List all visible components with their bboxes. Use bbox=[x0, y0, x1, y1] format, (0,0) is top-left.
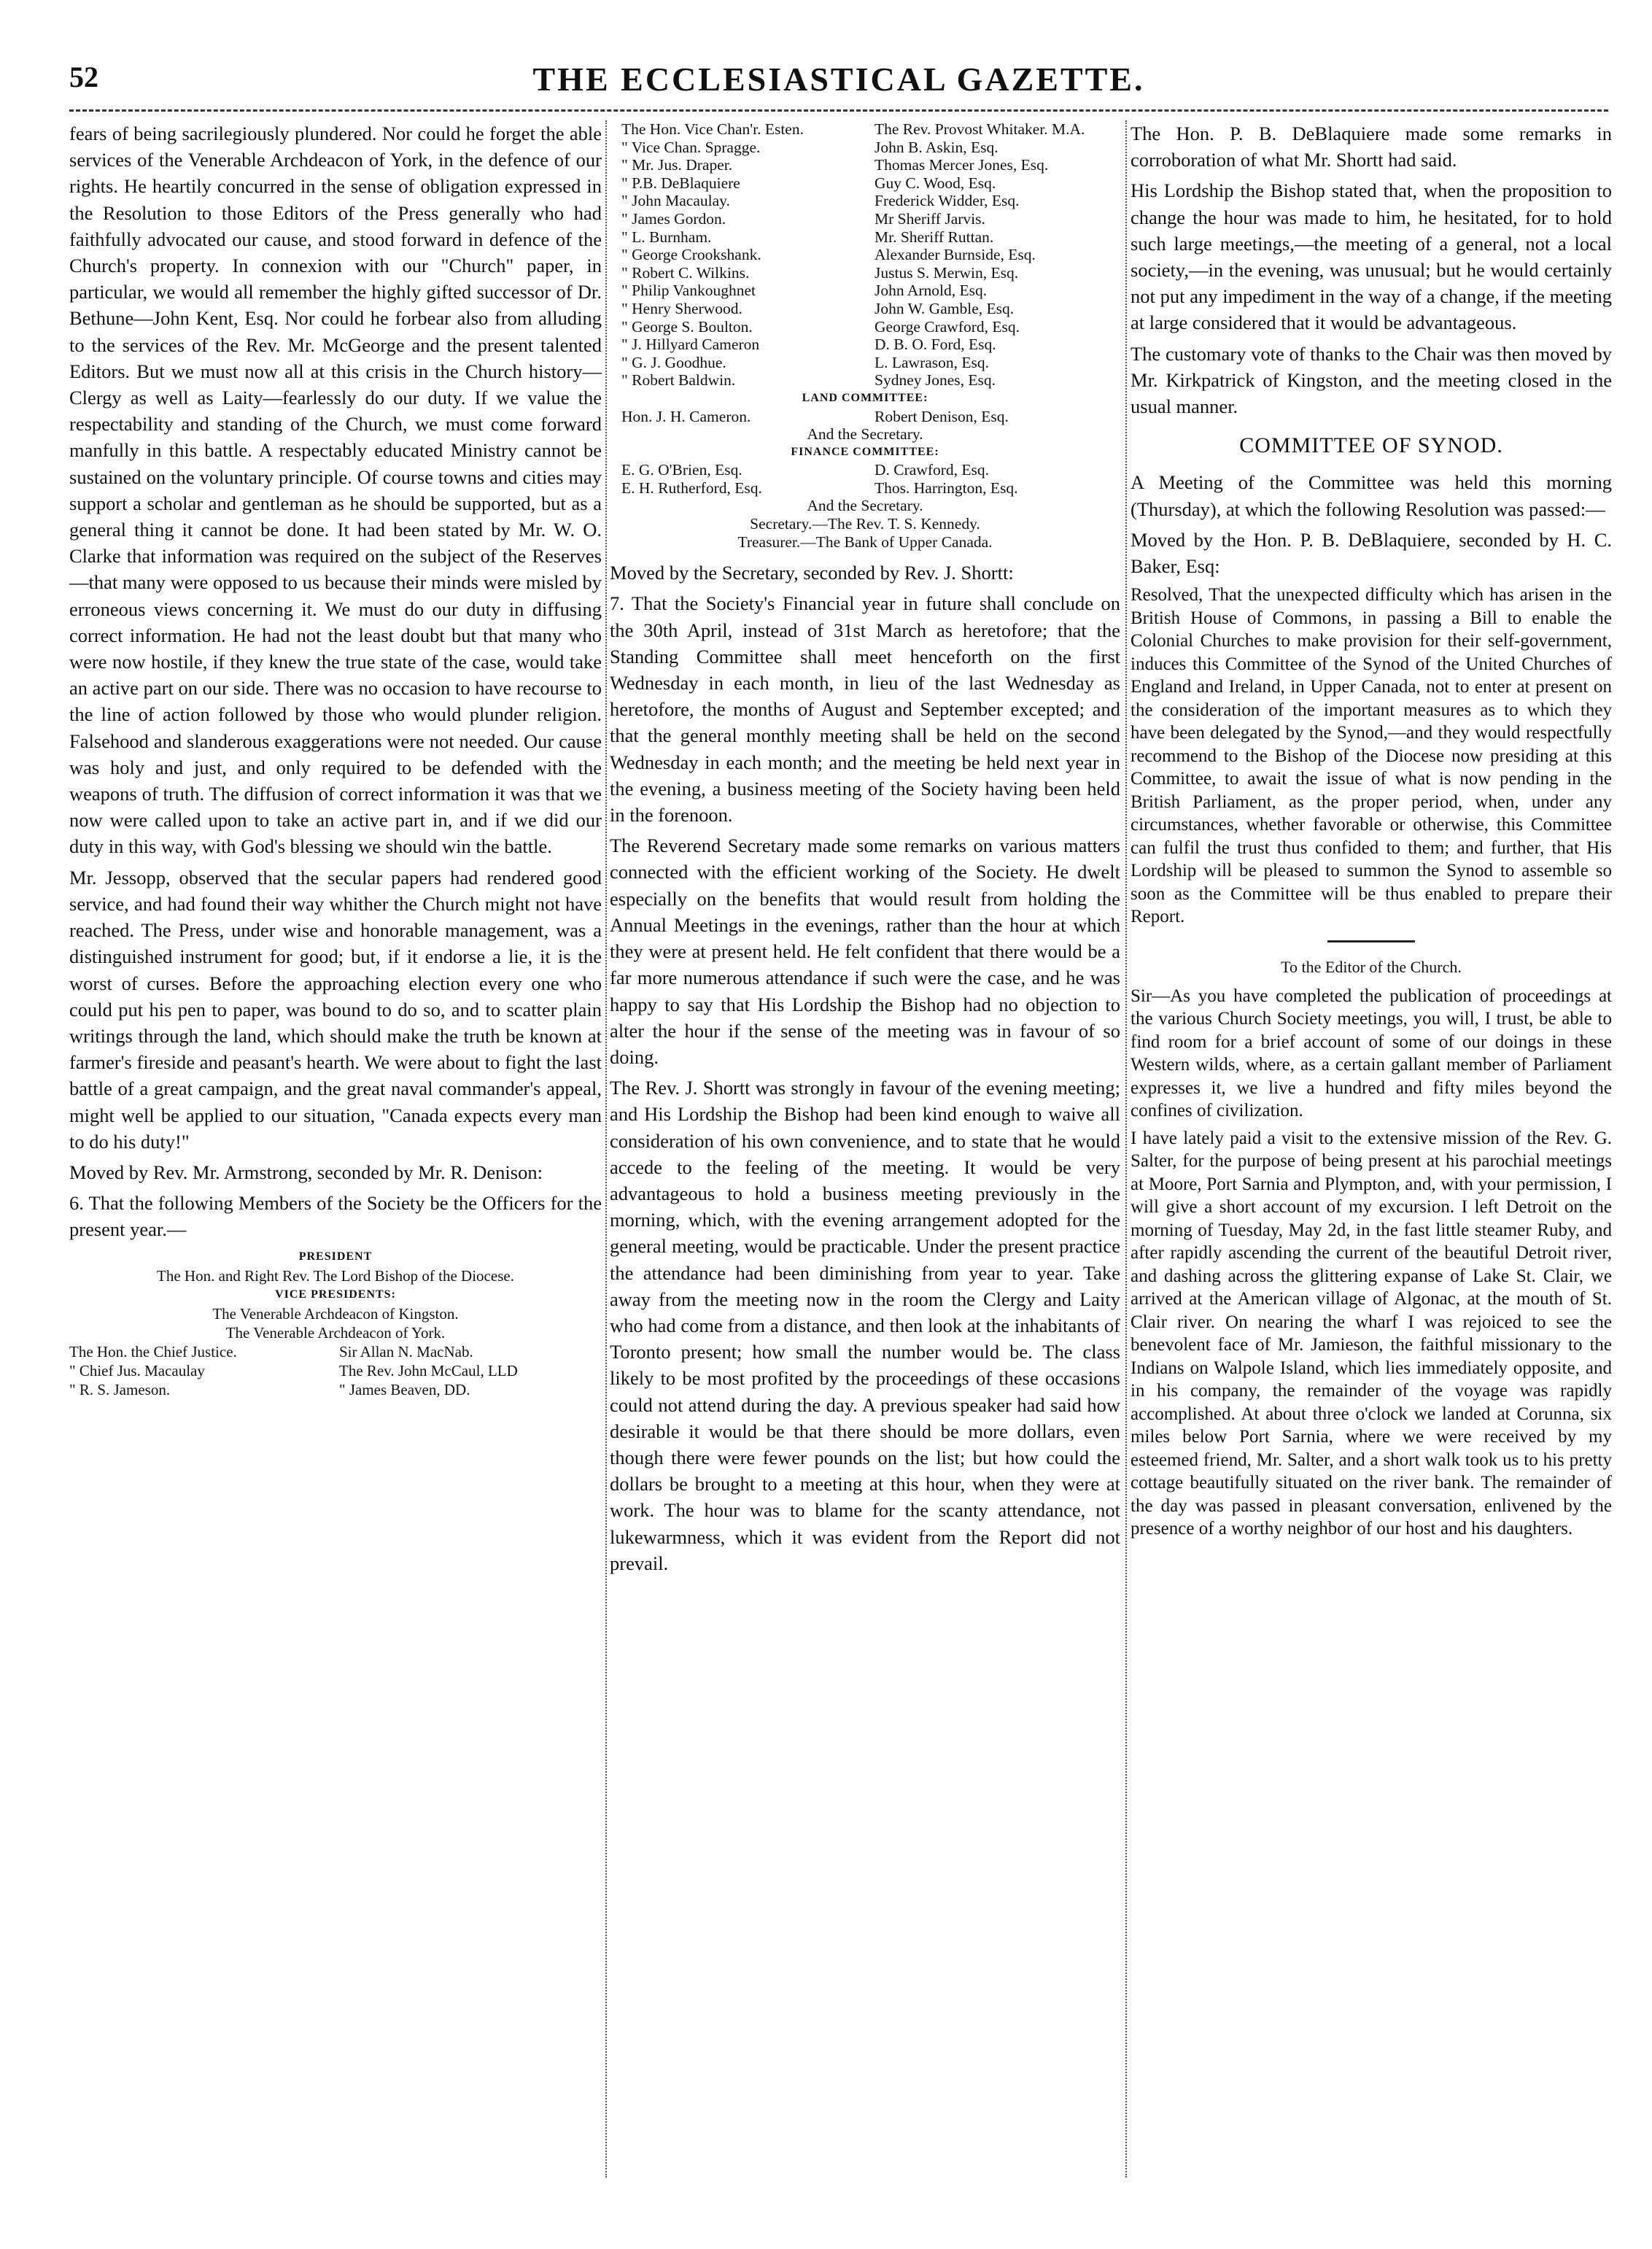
vice-president: The Venerable Archdeacon of Kingston. bbox=[212, 1304, 459, 1323]
committee-member: Sydney Jones, Esq. bbox=[875, 371, 996, 390]
committee-member: " Robert C. Wilkins. bbox=[621, 263, 750, 282]
committee-member: John Arnold, Esq. bbox=[875, 282, 988, 300]
letter-heading: To the Editor of the Church. bbox=[1281, 957, 1462, 976]
committee-member: The Rev. Provost Whitaker. M.A. bbox=[875, 120, 1085, 138]
newspaper-title: THE ECCLESIASTICAL GAZETTE. bbox=[532, 61, 1145, 98]
vice-presidents-heading: VICE PRESIDENTS: bbox=[275, 1288, 396, 1301]
vice-president-pairs bbox=[69, 1342, 602, 1399]
vice-president: The Hon. the Chief Justice. bbox=[69, 1342, 237, 1360]
committee-member: Alexander Burnside, Esq. bbox=[875, 246, 1036, 264]
committee-member: Mr Sheriff Jarvis. bbox=[875, 209, 985, 228]
land-committee-members bbox=[610, 408, 1120, 426]
committee-member: " P.B. DeBlaquiere bbox=[621, 174, 740, 192]
committee-member: Thos. Harrington, Esq. bbox=[875, 479, 1018, 497]
paragraph: His Lordship the Bishop stated that, when the proposition to change the hour was made to him, he hesitated, for to hold such large meetings,—the meeting of a general, not a local society,—in the evening, was unusual; but he would certainly not put any impediment in the way of a change, if the meeting at large considered that it would be advantageous. bbox=[1131, 179, 1612, 334]
committee-member: E. H. Rutherford, Esq. bbox=[621, 479, 762, 497]
committee-member: " Mr. Jus. Draper. bbox=[621, 156, 733, 174]
committee-member: " J. Hillyard Cameron bbox=[621, 336, 760, 354]
column-divider bbox=[1125, 120, 1127, 2178]
vice-president: " R. S. Jameson. bbox=[69, 1380, 171, 1398]
paragraph: 6. That the following Members of the Society be the Officers for the present year.— bbox=[69, 1192, 602, 1241]
committee-member: The Hon. Vice Chan'r. Esten. bbox=[621, 120, 804, 138]
society-secretary: Secretary.—The Rev. T. S. Kennedy. bbox=[750, 515, 980, 533]
paragraph: Moved by the Secretary, seconded by Rev. J. Shortt: bbox=[610, 562, 1014, 584]
committee-member: Guy C. Wood, Esq. bbox=[875, 174, 996, 192]
paragraph: Moved by Rev. Mr. Armstrong, seconded by Mr. R. Denison: bbox=[69, 1161, 543, 1183]
committee-member: John W. Gamble, Esq. bbox=[875, 299, 1015, 317]
committee-member: Frederick Widder, Esq. bbox=[875, 192, 1020, 210]
masthead-rule bbox=[69, 109, 1608, 112]
column-divider bbox=[605, 120, 607, 2178]
committee-members bbox=[610, 120, 1120, 390]
paragraph: Mr. Jessopp, observed that the secular papers had rendered good service, and had found their way whither the Church might not have reached. The Press, under wise and honorable management, was a distinguished instrument for good; but, if it endorse a lie, it is the worst of curses. Before the approaching election every one who could put his pen to paper, was bound to do so, and to scatter plain writings through the land, which should make the truth be known at farmer's fireside and peasant's hearth. We were about to fight the last battle of a great campaign, and the great naval commander's appeal, might well be applied to our situation, "Canada expects every man to do his duty!" bbox=[69, 866, 602, 1153]
finance-committee-heading: FINANCE COMMITTEE: bbox=[791, 445, 939, 458]
paragraph: fears of being sacrilegiously plundered. Nor could he forget the able services of the Venerable Archdeacon of York, in the defence of our rights. He heartily concurred in the sense of obligation expressed in the Resolution to those Editors of the Press generally who had faithfully advocated our cause, and stood forward in defence of the Church's property. In connexion with our "Church" paper, in particular, we would all remember the highly gifted successor of Dr. Bethune—John Kent, Esq. Nor could he forbear also from alluding to the services of the Rev. Mr. McGeorge and the present talented Editors. But we must now all at this crisis in the Church history—Clergy as well as Laity—fearlessly do our duty. If we value the respectability and standing of the Church, we must come forward manfully in this battle. A respectably educated Ministry cannot be sustained on the voluntary principle. Of course towns and cities may support a scholar and gentleman as he should be supported, but as a general thing it cannot be done. It had been stated by Mr. W. O. Clarke that information was required on the subject of the Reserves—that many were opposed to us because their minds were misled by erroneous views concerning it. We must do our duty in diffusing correct information. He had not the least doubt but that many who were now hostile, if they knew the true state of the case, would take an active part on our side. There was no occasion to have recourse to the line of action followed by those who would plunder religion. Falsehood and slanderous exaggerations were not needed. Our cause was holy and just, and only required to be defended with the weapons of truth. The diffusion of correct information it was that we now were called upon to take an active part in, and if we did our duty in this way, with God's blessing we should win the battle. bbox=[69, 123, 602, 858]
committee-member: " Vice Chan. Spragge. bbox=[621, 138, 761, 156]
column-1 bbox=[69, 120, 602, 1405]
committee-member: George Crawford, Esq. bbox=[875, 317, 1020, 336]
committee-member: " George Crookshank. bbox=[621, 246, 761, 264]
vice-president: Sir Allan N. MacNab. bbox=[339, 1342, 473, 1360]
officers-list bbox=[69, 1247, 602, 1399]
page-number: 52 bbox=[69, 61, 98, 93]
vice-president: " Chief Jus. Macaulay bbox=[69, 1361, 205, 1379]
paragraph: The customary vote of thanks to the Chair was then moved by Mr. Kirkpatrick of Kingston, and the meeting closed in the usual manner. bbox=[1131, 342, 1612, 418]
president-heading: PRESIDENT bbox=[298, 1250, 373, 1263]
land-committee-heading: LAND COMMITTEE: bbox=[802, 391, 928, 404]
committee-member: " John Macaulay. bbox=[621, 192, 730, 210]
land-committee-secretary: And the Secretary. bbox=[807, 425, 923, 444]
vice-president: " James Beaven, DD. bbox=[339, 1380, 470, 1398]
committee-member: Robert Denison, Esq. bbox=[875, 407, 1009, 425]
masthead bbox=[69, 60, 1608, 111]
committee-member: Thomas Mercer Jones, Esq. bbox=[875, 156, 1049, 174]
paragraph: The Hon. P. B. DeBlaquiere made some remarks in corroboration of what Mr. Shortt had said. bbox=[1131, 123, 1612, 171]
column-3 bbox=[1131, 120, 1612, 1545]
paragraph: 7. That the Society's Financial year in future shall conclude on the 30th April, instead of 31st March as heretofore; that the Standing Committee shall meet henceforth on the first Wednesday in each month, in lieu of the last Wednesday as heretofore, the months of August and September excepted; and that the general monthly meeting shall be held on the second Wednesday in each month; and the meeting be held next year in the evening, a business meeting of the Society having been held in the forenoon. bbox=[610, 592, 1120, 827]
resolution: Resolved, That the unexpected difficulty which has arisen in the British House of Commons, in passing a Bill to enable the Colonial Churches to make provision for their self-government, induces this Committee of the Synod of the United Churches of England and Ireland, in Upper Canada, not to enter at present on the consideration of the important measures as to which they have been delegated by the Synod,—and they would respectfully recommend to the Bishop of the Diocese now presiding at this Committee, to await the issue of what is now pending in the British Parliament, as the proper period, when, under any circumstances, whether favorable or otherwise, this Committee can fulfil the trust thus confided to them; and further, that His Lordship will be pleased to summon the Synod to assemble so soon as the Committee will be thus enabled to prepare their Report. bbox=[1131, 585, 1612, 927]
committee-member: D. Crawford, Esq. bbox=[875, 461, 990, 479]
committee-member: " James Gordon. bbox=[621, 209, 726, 228]
committee-member: John B. Askin, Esq. bbox=[875, 138, 998, 156]
vice-president: The Rev. John McCaul, LLD bbox=[339, 1361, 518, 1379]
society-treasurer: Treasurer.—The Bank of Upper Canada. bbox=[737, 533, 993, 551]
paragraph: The Reverend Secretary made some remarks on various matters connected with the efficient working of the Society. He dwelt especially on the benefits that would result from holding the Annual Meetings in the evenings, rather than the hour at which they were at present held. He felt confident that there would be a far more numerous attendance if such were the case, and he was happy to say that His Lordship the Bishop had no objection to alter the hour if the sense of the meeting was in favour of so doing. bbox=[610, 835, 1120, 1068]
column-2 bbox=[610, 120, 1120, 1581]
committee-list bbox=[610, 120, 1120, 551]
finance-committee-members bbox=[610, 461, 1120, 497]
paragraph: The Rev. J. Shortt was strongly in favour of the evening meeting; and His Lordship the Bishop had been kind enough to waive all consideration of his own convenience, and to state that he would accede to the feeling of the meeting. It would be very advantageous to hold a business meeting previously in the morning, which, with the evening arrangement adopted for the general meeting, would be practicable. Under the present practice the attendance had been diminishing from year to year. Take away from the meeting now in the room the Clergy and Laity who had come from a distance, and then look at the inhabitants of Toronto present; how small the number would be. The class likely to be most profited by the proceedings of these occasions could not attend during the day. A previous speaker had said how desirable it would be that there should be more dollars, even though there were fewer pounds on the list; but how could the dollars be brought to a meeting at this hour, when they were at work. The hour was to blame for the scanty attendance, not lukewarmness, which it was evident from the Report did not prevail. bbox=[610, 1077, 1120, 1574]
committee-member: " Henry Sherwood. bbox=[621, 299, 742, 317]
paragraph: A Meeting of the Committee was held this morning (Thursday), at which the following Resolution was passed:— bbox=[1131, 471, 1612, 520]
committee-member: Mr. Sheriff Ruttan. bbox=[875, 228, 994, 246]
committee-member: D. B. O. Ford, Esq. bbox=[875, 336, 996, 354]
committee-member: Justus S. Merwin, Esq. bbox=[875, 263, 1019, 282]
section-heading: COMMITTEE OF SYNOD. bbox=[1239, 433, 1503, 458]
paragraph: Moved by the Hon. P. B. DeBlaquiere, seconded by H. C. Baker, Esq: bbox=[1131, 528, 1612, 578]
committee-member: " G. J. Goodhue. bbox=[621, 353, 726, 371]
committee-member: " Philip Vankoughnet bbox=[621, 282, 756, 300]
president: The Hon. and Right Rev. The Lord Bishop of the Diocese. bbox=[157, 1266, 514, 1285]
committee-member: " L. Burnham. bbox=[621, 228, 712, 246]
committee-member: Hon. J. H. Cameron. bbox=[621, 407, 751, 425]
vice-president: The Venerable Archdeacon of York. bbox=[225, 1323, 446, 1342]
committee-member: " George S. Boulton. bbox=[621, 317, 753, 336]
paragraph: Sir—As you have completed the publication of proceedings at the various Church Society meetings, you will, I trust, be able to find room for a brief account of some of our doings in these Western wilds, where, as a certain gallant member of Parliament expresses it, we live a hundred and fifty miles beyond the confines of civilization. bbox=[1131, 986, 1612, 1121]
section-divider bbox=[1327, 940, 1415, 942]
committee-member: L. Lawrason, Esq. bbox=[875, 353, 990, 371]
committee-member: " Robert Baldwin. bbox=[621, 371, 736, 390]
finance-committee-secretary: And the Secretary. bbox=[807, 497, 923, 515]
committee-member: E. G. O'Brien, Esq. bbox=[621, 461, 742, 479]
paragraph: I have lately paid a visit to the extensive mission of the Rev. G. Salter, for the purpose of being present at his parochial meetings at Moore, Port Sarnia and Plympton, and, with your permission, I will give a short account of my excursion. I left Detroit on the morning of Tuesday, May 2d, in the fast little steamer Ruby, and after rapidly ascending the current of the beautiful Detroit river, and dashing across the glittering expanse of Lake St. Clair, we arrived at the American village of Algonac, at the mouth of St. Clair river. On nearing the wharf I was rejoiced to see the benevolent face of Mr. Jamieson, the faithful missionary to the Indians on Walpole Island, which lies immediately opposite, and in his company, the remainder of the voyage was rapidly accomplished. At about three o'clock we landed at Corunna, six miles below Port Sarnia, where we were received by my esteemed friend, Mr. Salter, and a short walk took us to his pretty cottage beautifully situated on the river bank. The remainder of the day was passed in pleasant conversation, enlivened by the presence of a worthy neighbor of our host and his daughters. bbox=[1131, 1128, 1612, 1539]
